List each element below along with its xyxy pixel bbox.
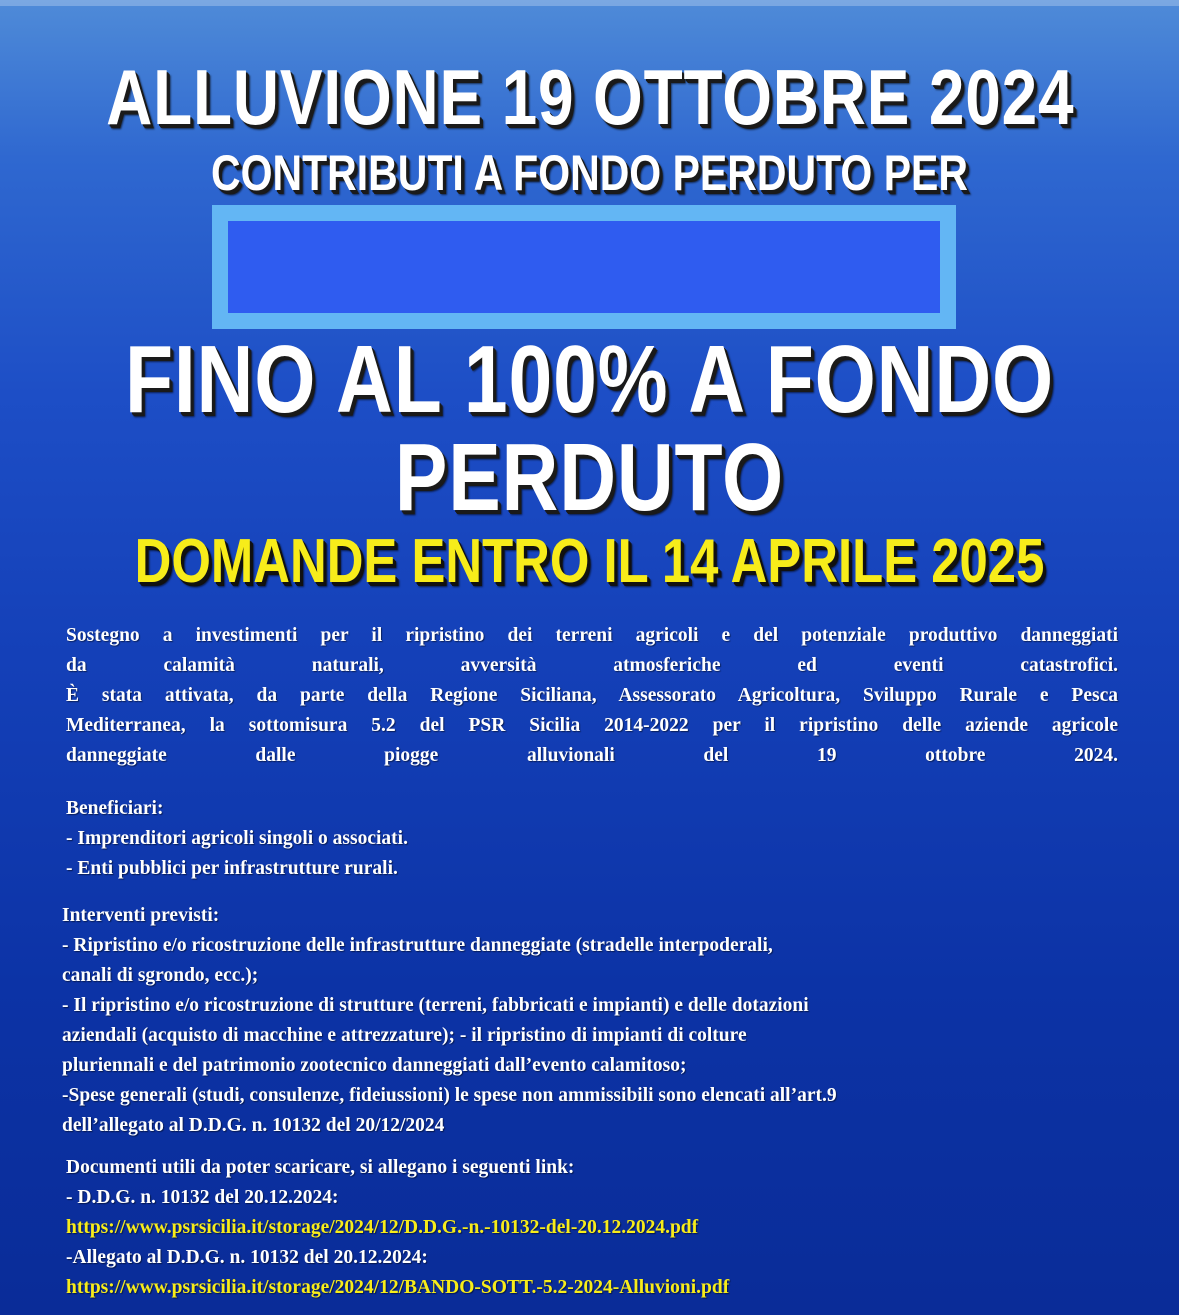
redaction-box [212,205,956,329]
documenti-title: Documenti utili da poter scaricare, si allegano i seguenti link: [66,1157,575,1178]
interventi-line: dell’allegato al D.D.G. n. 10132 del 20/12/2024 [62,1115,445,1136]
intro-line: da calamità naturali, avversità atmosferiche ed eventi catastrofici. [66,655,1118,676]
interventi-line: pluriennali e del patrimonio zootecnico danneggiati dall’evento calamitoso; [62,1055,687,1076]
interventi-line: - Il ripristino e/o ricostruzione di strutture (terreni, fabbricati e impianti) e delle dotazioni [62,995,809,1016]
intro-paragraph [66,621,1118,771]
documenti-section [66,1153,1126,1303]
interventi-section [62,901,1122,1141]
deadline-banner: DOMANDE ENTRO IL 14 APRILE 2025 [134,527,1045,596]
document-link-ddg[interactable]: https://www.psrsicilia.it/storage/2024/12/D.D.G.-n.-10132-del-20.12.2024.pdf [66,1217,699,1238]
beneficiari-title: Beneficiari: [66,798,164,819]
interventi-line: - Ripristino e/o ricostruzione delle infrastrutture danneggiate (stradelle interpoderali, [62,935,773,956]
interventi-line: aziendali (acquisto di macchine e attrezzature); - il ripristino di impianti di colture [62,1025,747,1046]
intro-line: danneggiate dalle piogge alluvionali del 19 ottobre 2024. [66,745,1118,766]
interventi-title: Interventi previsti: [62,905,220,926]
beneficiari-item: - Enti pubblici per infrastrutture rurali. [66,858,398,879]
beneficiari-item: - Imprenditori agricoli singoli o associati. [66,828,408,849]
interventi-line: -Spese generali (studi, consulenze, fideiussioni) le spese non ammissibili sono elencati all’art.9 [62,1085,837,1106]
headline-percentage: FINO AL 100% A FONDO [124,326,1055,433]
intro-line: Mediterranea, la sottomisura 5.2 del PSR Sicilia 2014-2022 per il ripristino delle aziende agricole [66,715,1118,736]
top-edge-band [0,0,1179,6]
beneficiari-section [66,794,1118,884]
interventi-line: canali di sgrondo, ecc.); [62,965,259,986]
headline-subtitle: CONTRIBUTI A FONDO PERDUTO PER [210,145,968,201]
document-label-ddg: - D.D.G. n. 10132 del 20.12.2024: [66,1187,339,1208]
intro-line: Sostegno a investimenti per il ripristino dei terreni agricoli e del potenziale produttivo danneggiati [66,625,1118,646]
headline-event-date: ALLUVIONE 19 OTTOBRE 2024 [106,53,1075,141]
document-link-allegato[interactable]: https://www.psrsicilia.it/storage/2024/12/BANDO-SOTT.-5.2-2024-Alluvioni.pdf [66,1277,730,1298]
document-label-allegato: -Allegato al D.D.G. n. 10132 del 20.12.2024: [66,1247,428,1268]
headline-perduto: PERDUTO [394,424,785,531]
intro-line: È stata attivata, da parte della Regione Siciliana, Assessorato Agricoltura, Sviluppo Rurale e Pesca [66,685,1118,706]
